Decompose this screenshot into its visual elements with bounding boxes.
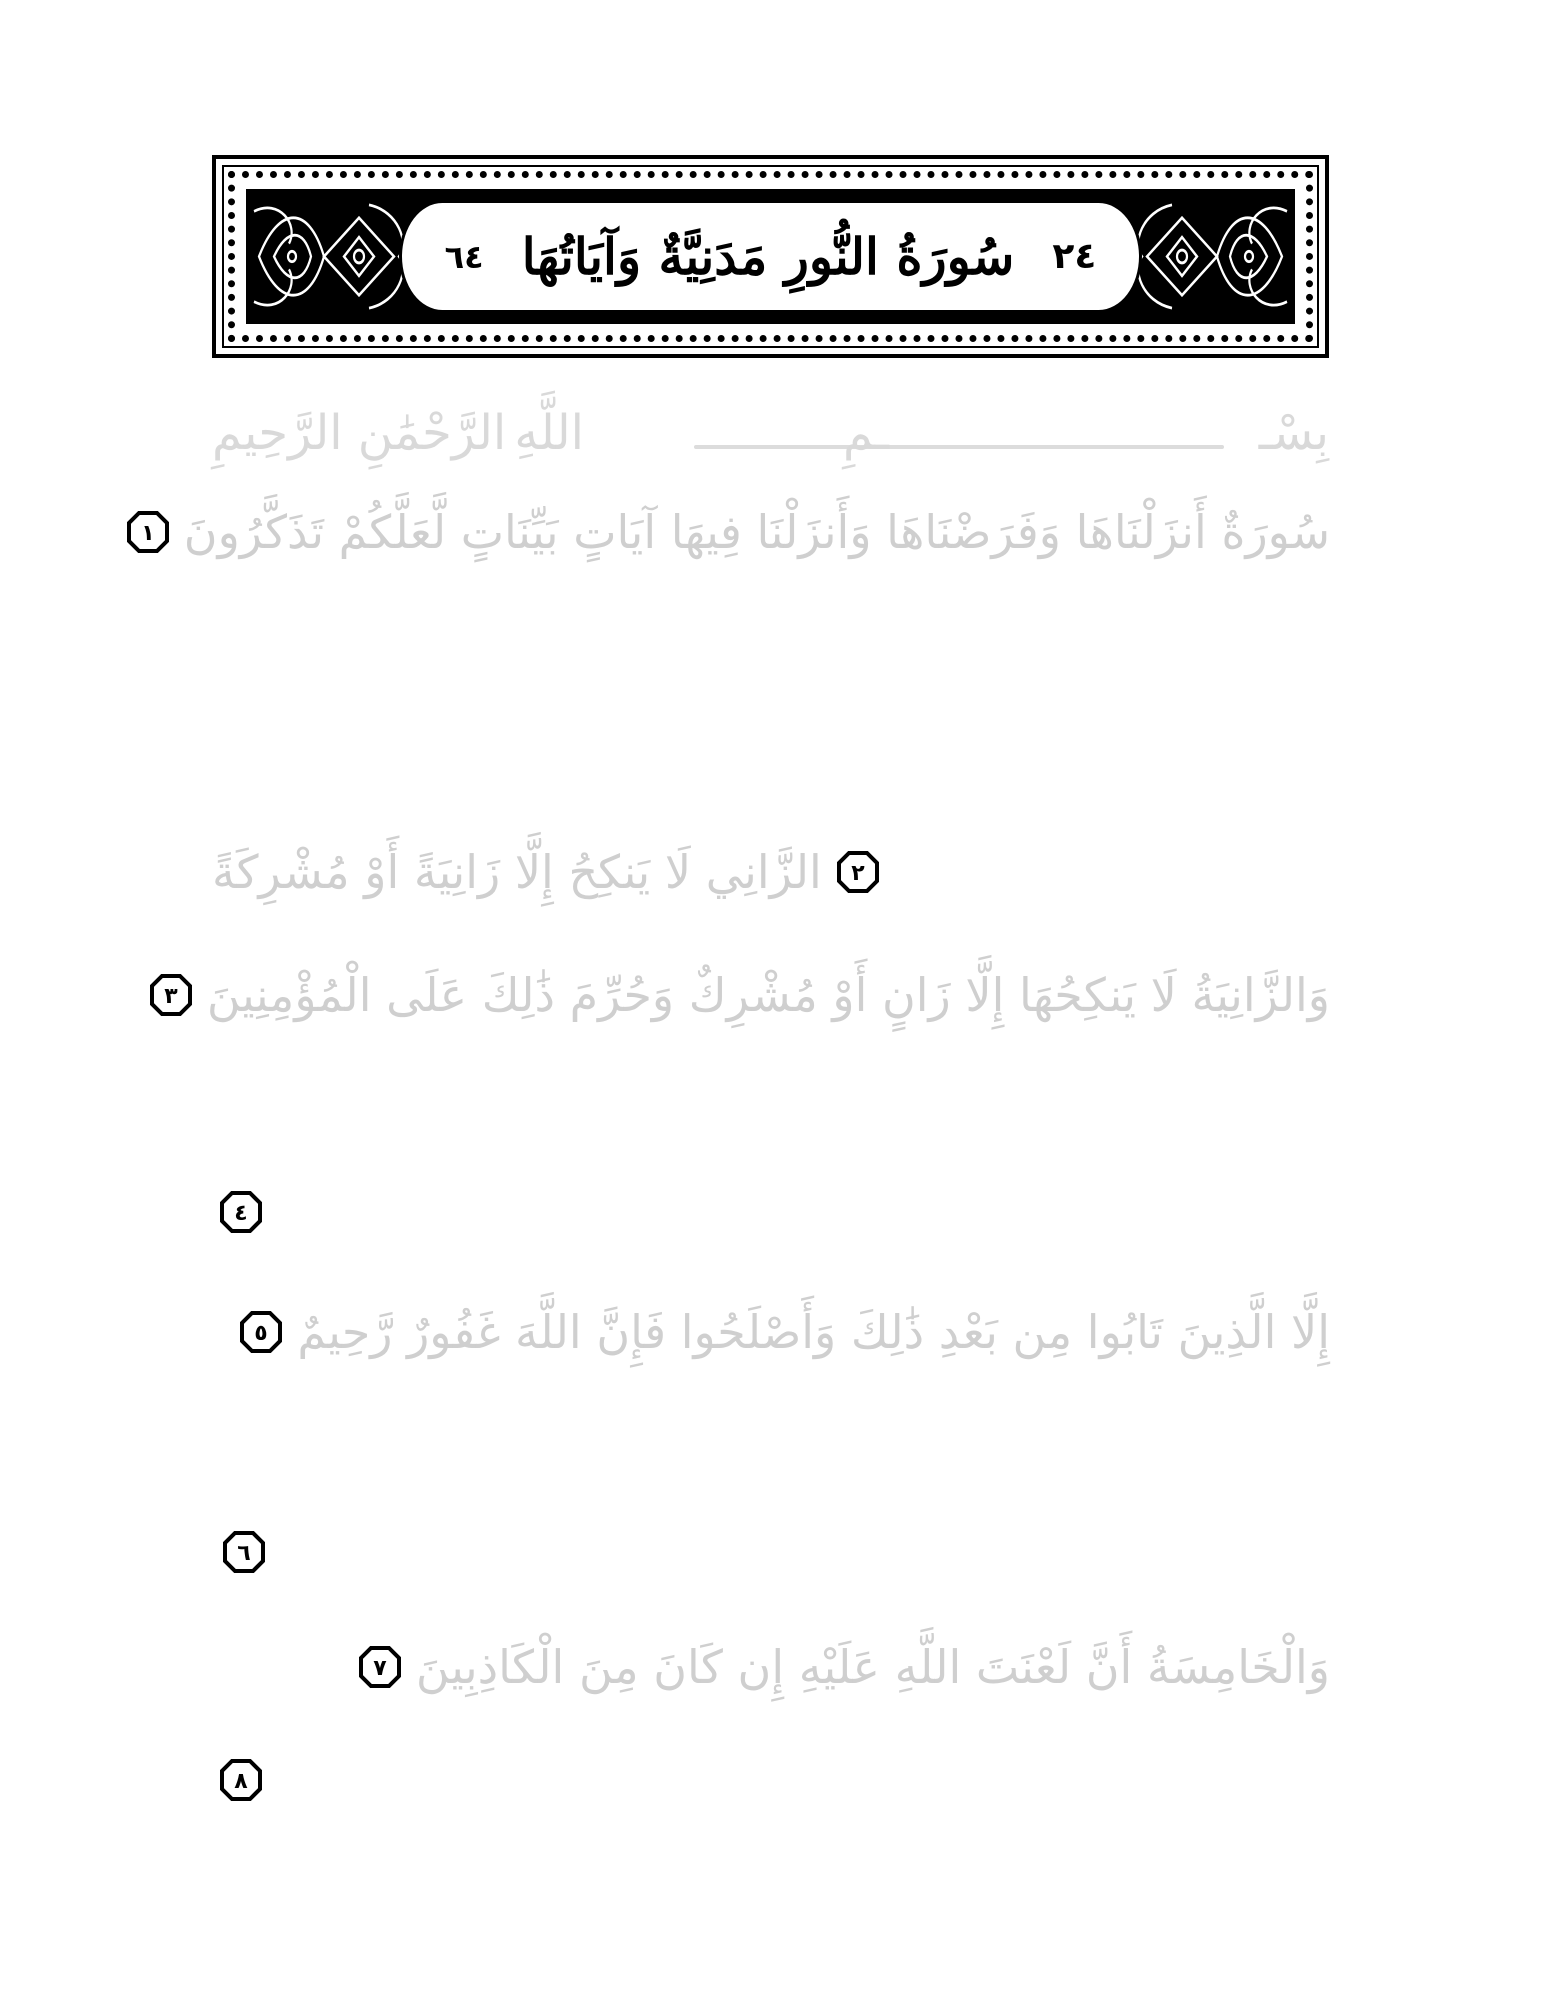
basmala-word-mi: ـمِ bbox=[842, 405, 889, 461]
ayah-count: ٦٤ bbox=[444, 237, 484, 276]
surah-number: ٢٤ bbox=[1052, 236, 1097, 277]
basmala-word-bism: بِسْـ bbox=[1258, 405, 1329, 461]
ayah-number: ٦ bbox=[237, 1541, 251, 1566]
basmala-elongation-stroke bbox=[694, 445, 1224, 449]
header-ornament-panel bbox=[246, 189, 1295, 324]
surah-title: سُورَةُ النُّورِ مَدَنِيَّةٌ وَآيَاتُهَا bbox=[521, 227, 1015, 286]
verse-text: سُورَةٌ أَنزَلْنَاهَا وَفَرَضْنَاهَا وَأَنزَلْنَا فِيهَا آيَاتٍ بَيِّنَاتٍ لَّعَلَّكُمْ تَذَكَّرُونَ bbox=[183, 505, 1330, 559]
verse-1 bbox=[126, 505, 1330, 559]
basmala-word-allah: اللَّهِ bbox=[514, 405, 584, 461]
ayah-number: ٢ bbox=[851, 861, 865, 886]
ayah-marker bbox=[149, 973, 193, 1017]
basmala bbox=[212, 395, 1329, 485]
ayah-number: ٤ bbox=[234, 1201, 248, 1226]
arabesque-ornament-left bbox=[249, 192, 419, 321]
verse-5 bbox=[239, 1305, 1330, 1359]
ayah-number: ٧ bbox=[373, 1656, 387, 1681]
ayah-marker bbox=[239, 1310, 283, 1354]
verse-6-marker bbox=[222, 1530, 266, 1574]
basmala-word-rahman-rahim: الرَّحْمَٰنِ الرَّحِيمِ bbox=[212, 405, 507, 461]
title-cartouche bbox=[399, 200, 1142, 313]
verse-text: وَالْخَامِسَةُ أَنَّ لَعْنَتَ اللَّهِ عَلَيْهِ إِن كَانَ مِنَ الْكَاذِبِينَ bbox=[415, 1640, 1330, 1694]
ayah-marker bbox=[836, 850, 880, 894]
arabesque-ornament-right bbox=[1122, 192, 1292, 321]
ayah-marker bbox=[126, 510, 170, 554]
verse-3-first-half-line bbox=[212, 845, 880, 899]
verse-8-marker bbox=[219, 1758, 263, 1802]
ayah-number: ٣ bbox=[164, 984, 178, 1009]
verse-text: إِلَّا الَّذِينَ تَابُوا مِن بَعْدِ ذَٰلِكَ وَأَصْلَحُوا فَإِنَّ اللَّهَ غَفُورٌ رَّحِيمٌ bbox=[297, 1305, 1330, 1359]
ayah-number: ١ bbox=[141, 521, 155, 546]
verse-7 bbox=[358, 1640, 1330, 1694]
ayah-marker bbox=[358, 1645, 402, 1689]
verse-4-marker bbox=[219, 1190, 263, 1234]
verse-text: الزَّانِي لَا يَنكِحُ إِلَّا زَانِيَةً أَوْ مُشْرِكَةً bbox=[212, 845, 822, 899]
verse-text: وَالزَّانِيَةُ لَا يَنكِحُهَا إِلَّا زَانٍ أَوْ مُشْرِكٌ وَحُرِّمَ ذَٰلِكَ عَلَى الْمُؤْمِنِينَ bbox=[206, 968, 1330, 1022]
ayah-number: ٥ bbox=[254, 1321, 269, 1346]
ayah-number: ٨ bbox=[234, 1769, 248, 1794]
verse-3 bbox=[149, 968, 1330, 1022]
surah-header bbox=[212, 155, 1329, 358]
